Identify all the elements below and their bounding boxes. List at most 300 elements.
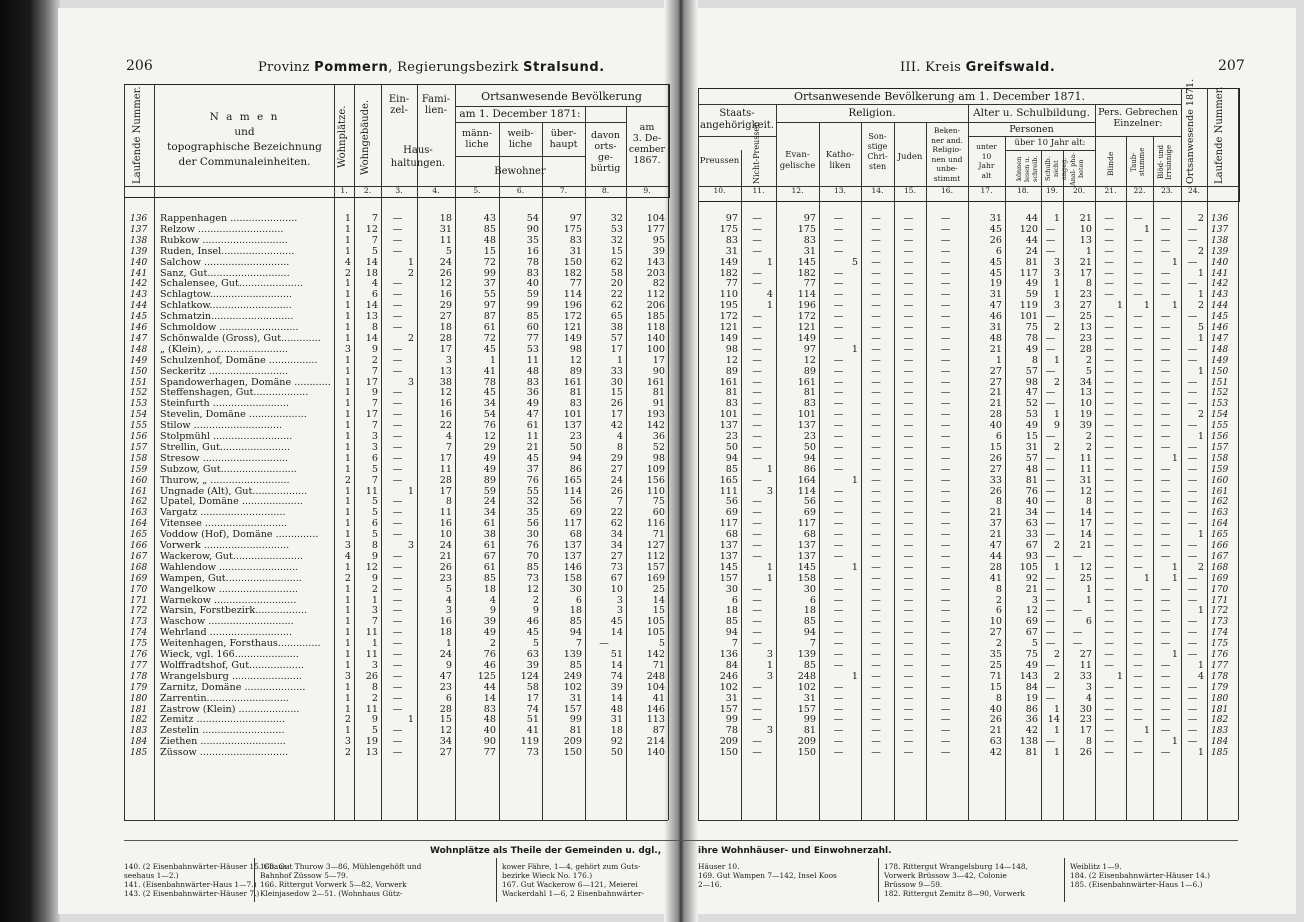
table-cell: — <box>871 659 881 671</box>
table-cell: — <box>871 311 881 323</box>
table-cell: 45 <box>526 452 539 464</box>
table-cell: 54 <box>483 409 496 421</box>
footnote-line: 143. (2 Eisenbahnwärter-Häuser 7.) <box>124 889 260 898</box>
table-cell: — <box>1160 463 1171 475</box>
table-cell: 18 <box>725 605 738 617</box>
table-cell: 73 <box>526 572 539 584</box>
table-cell: — <box>1133 550 1143 562</box>
table-cell: 27 <box>439 311 452 323</box>
table-cell: 6 <box>1085 616 1092 628</box>
table-cell: — <box>392 649 403 660</box>
table-cell: — <box>833 594 844 606</box>
table-cell: 81 <box>1025 474 1038 486</box>
table-cell: — <box>1160 638 1171 650</box>
table-cell: 11 <box>365 485 378 497</box>
table-cell: — <box>940 529 951 541</box>
table-cell: 45 <box>483 387 496 399</box>
table-cell: — <box>903 332 914 344</box>
table-cell: — <box>1133 332 1143 344</box>
table-cell: — <box>392 365 403 377</box>
table-cell: 48 <box>610 703 623 715</box>
table-cell: 48 <box>526 365 539 377</box>
place-name: Zemitz ............................. <box>160 715 285 726</box>
header-weibliche-1: weib- <box>507 128 534 139</box>
table-cell: — <box>903 736 914 748</box>
table-cell: 49 <box>483 463 496 475</box>
table-row-right <box>0 258 1304 269</box>
table-cell: — <box>752 223 762 235</box>
table-cell: 1 <box>445 638 452 650</box>
table-cell: 31 <box>725 692 738 704</box>
table-cell: — <box>871 278 881 290</box>
table-cell: — <box>1104 485 1114 497</box>
table-cell: — <box>833 703 844 715</box>
table-cell: — <box>1045 332 1056 344</box>
table-cell: — <box>833 518 844 530</box>
table-cell: — <box>1133 605 1143 617</box>
table-cell: 143 <box>1019 670 1038 682</box>
table-cell: 34 <box>610 540 623 551</box>
table-cell: 1 <box>371 638 378 650</box>
table-cell: 98 <box>1025 376 1038 388</box>
table-cell: 17 <box>610 409 623 421</box>
table-cell: — <box>1104 332 1114 344</box>
table-cell: 2 <box>1053 322 1060 333</box>
table-cell: — <box>871 387 881 399</box>
table-cell: 11 <box>365 627 378 639</box>
header-sonstige-christen <box>861 132 894 172</box>
table-cell: — <box>1104 572 1114 584</box>
table-cell: — <box>392 692 403 704</box>
table-cell: — <box>1133 638 1143 650</box>
table-cell: 47 <box>989 540 1002 551</box>
table-cell: — <box>1072 550 1083 562</box>
header-namen-2: und <box>234 126 255 138</box>
table-cell: — <box>1187 311 1198 323</box>
table-cell: — <box>871 736 881 748</box>
table-cell: 97 <box>569 213 582 224</box>
hdr-sonst-3: Chri- <box>867 152 888 161</box>
table-cell: 9 <box>489 605 496 617</box>
table-cell: 23 <box>725 431 738 442</box>
table-cell: 99 <box>803 714 816 726</box>
table-cell: 47 <box>526 409 539 421</box>
table-cell: 72 <box>483 256 496 268</box>
table-cell: — <box>903 256 914 268</box>
table-cell: 36 <box>526 387 539 399</box>
table-cell: 105 <box>1019 561 1038 573</box>
table-cell: 114 <box>797 485 816 497</box>
table-cell: 1 <box>851 474 858 486</box>
table-cell: 93 <box>1025 550 1038 562</box>
table-cell: 1 <box>344 420 351 432</box>
table-cell: 1 <box>371 594 378 606</box>
table-cell: — <box>903 452 914 464</box>
table-cell: 40 <box>989 420 1002 432</box>
table-cell: — <box>903 670 914 682</box>
table-cell: 22 <box>439 420 452 432</box>
place-name: Sanz, Gut........................... <box>160 268 290 279</box>
table-cell: — <box>871 343 881 355</box>
table-cell: — <box>1133 583 1143 595</box>
table-cell: 14 <box>1079 507 1092 519</box>
table-cell: 24 <box>1025 245 1038 257</box>
place-name: „ (Klein), „ ........................ <box>160 344 288 355</box>
table-cell: — <box>1104 256 1114 268</box>
table-cell: 17 <box>365 409 378 421</box>
table-cell: 69 <box>725 507 738 519</box>
table-cell: 86 <box>569 463 582 475</box>
table-cell: 5 <box>658 638 665 650</box>
table-cell: — <box>940 463 951 475</box>
table-cell: 158 <box>563 572 582 584</box>
table-cell: 81 <box>725 387 738 399</box>
row-number: 180 <box>130 693 148 704</box>
table-cell: 195 <box>719 300 738 312</box>
table-cell: — <box>903 322 914 333</box>
table-cell: 161 <box>719 376 738 388</box>
table-cell: — <box>1187 441 1198 453</box>
place-name: Ungnade (Alt), Gut.................. <box>160 486 308 497</box>
table-cell: — <box>1104 387 1114 399</box>
table-cell: — <box>903 245 914 257</box>
table-cell: 26 <box>439 561 452 573</box>
table-cell: 4 <box>445 594 452 606</box>
table-cell: — <box>392 747 403 759</box>
table-cell: 83 <box>526 267 539 279</box>
row-number: 169 <box>130 573 148 584</box>
table-cell: 117 <box>719 518 738 530</box>
table-cell: — <box>903 409 914 421</box>
colnum-23: 23. <box>1161 186 1173 195</box>
header-weibliche <box>499 128 542 150</box>
table-cell: 5 <box>445 245 452 257</box>
row-number-right: 171 <box>1211 595 1229 606</box>
table-cell: 47 <box>1025 387 1038 399</box>
table-cell: 48 <box>483 714 496 726</box>
table-cell: 5 <box>1197 322 1204 333</box>
row-number: 163 <box>130 508 148 519</box>
table-cell: 1 <box>1053 409 1060 421</box>
table-cell: 85 <box>569 659 582 671</box>
table-cell: 45 <box>989 267 1002 279</box>
hdr-bek-1: Beken- <box>933 126 961 135</box>
table-cell: — <box>392 725 403 737</box>
table-cell: 52 <box>1025 398 1038 410</box>
header-right-top: Ortsanwesende Bevölkerung am 1. December 1871. <box>794 90 1085 103</box>
table-cell: 37 <box>526 463 539 475</box>
table-cell: — <box>752 627 762 639</box>
table-cell: — <box>392 518 403 530</box>
table-cell: 21 <box>1079 540 1092 551</box>
header-einzel-1: Ein- <box>388 94 410 105</box>
table-cell: 63 <box>989 736 1002 748</box>
table-cell: — <box>1104 278 1114 290</box>
table-cell: 118 <box>646 322 665 333</box>
table-cell: — <box>1104 398 1114 410</box>
table-cell: — <box>903 420 914 432</box>
table-cell: — <box>833 213 844 224</box>
table-cell: 83 <box>803 398 816 410</box>
table-cell: — <box>752 376 762 388</box>
table-cell: 112 <box>646 289 665 301</box>
table-cell: 1 <box>344 332 351 344</box>
footnote-line: Weiblitz 1—9. <box>1070 862 1122 871</box>
table-cell: — <box>1187 681 1198 693</box>
table-cell: 5 <box>445 583 452 595</box>
table-cell: — <box>871 376 881 388</box>
colnum-13: 13. <box>834 186 846 195</box>
table-cell: — <box>1045 485 1056 497</box>
table-cell: 18 <box>365 267 378 279</box>
table-cell: 97 <box>725 213 738 224</box>
table-cell: — <box>752 714 762 726</box>
table-cell: 1 <box>1085 245 1092 257</box>
table-cell: 98 <box>725 343 738 355</box>
table-cell: 158 <box>797 572 816 584</box>
table-cell: 17 <box>526 692 539 704</box>
table-cell: 83 <box>725 398 738 410</box>
table-cell: 3 <box>766 725 773 737</box>
table-cell: 31 <box>803 245 816 257</box>
table-cell: 48 <box>1025 463 1038 475</box>
table-cell: 32 <box>610 213 623 224</box>
table-row-right <box>0 683 1304 694</box>
table-cell: — <box>871 507 881 519</box>
table-cell: — <box>1133 322 1143 333</box>
table-cell: 92 <box>610 736 623 748</box>
row-number-right: 155 <box>1211 421 1229 432</box>
running-head-district-right: Greifswald. <box>965 60 1056 75</box>
table-cell: 94 <box>725 452 738 464</box>
table-cell: — <box>1104 234 1114 246</box>
table-cell: 3 <box>1053 256 1060 268</box>
table-cell: — <box>871 420 881 432</box>
table-cell: 60 <box>526 322 539 333</box>
table-cell: — <box>940 441 951 453</box>
table-cell: — <box>833 736 844 748</box>
table-cell: 24 <box>610 474 623 486</box>
table-cell: 77 <box>526 332 539 344</box>
table-cell: 143 <box>646 256 665 268</box>
table-cell: 99 <box>483 267 496 279</box>
table-cell: — <box>940 605 951 617</box>
table-cell: 28 <box>439 474 452 486</box>
table-cell: — <box>1160 409 1171 421</box>
table-cell: — <box>940 223 951 235</box>
table-cell: 203 <box>646 267 665 279</box>
row-number: 141 <box>130 268 148 279</box>
footnote-line: Kleinjasedow 2—51. (Wohnhaus Gütz- <box>260 889 403 898</box>
table-cell: 59 <box>483 485 496 497</box>
header-wohnplaetze: Wohnplätze. <box>337 105 348 169</box>
header-namen-3: topographische Bezeichnung <box>167 141 322 153</box>
table-cell: 2 <box>995 594 1002 606</box>
table-cell: 111 <box>719 485 738 497</box>
table-cell: 77 <box>483 747 496 759</box>
table-cell: — <box>1104 518 1114 530</box>
table-cell: — <box>752 365 762 377</box>
table-cell: — <box>871 441 881 453</box>
header-personen: Personen <box>1009 124 1054 135</box>
table-cell: — <box>833 354 844 366</box>
table-cell: — <box>1104 714 1114 726</box>
table-cell: — <box>833 659 844 671</box>
table-cell: 42 <box>1025 725 1038 737</box>
header-bewohner: Bewohner <box>494 166 546 177</box>
table-cell: 149 <box>797 332 816 344</box>
table-cell: — <box>752 518 762 530</box>
table-cell: 45 <box>483 343 496 355</box>
table-cell: 21 <box>989 398 1002 410</box>
table-cell: 9 <box>445 659 452 671</box>
table-cell: 101 <box>1019 311 1038 323</box>
table-cell: — <box>1045 234 1056 246</box>
table-cell: 113 <box>646 714 665 726</box>
table-cell: 157 <box>646 561 665 573</box>
table-cell: — <box>940 583 951 595</box>
table-cell: — <box>1104 311 1114 323</box>
table-cell: 4 <box>445 431 452 442</box>
table-cell: 68 <box>725 529 738 541</box>
table-cell: 105 <box>646 616 665 628</box>
table-cell: — <box>833 409 844 421</box>
table-cell: — <box>1160 550 1171 562</box>
table-cell: 1 <box>344 431 351 442</box>
place-name: Warnekow ........................... <box>160 595 297 606</box>
place-name: Warsin, Forstbezirk................. <box>160 606 308 617</box>
table-cell: 26 <box>1079 747 1092 759</box>
table-cell: — <box>940 518 951 530</box>
table-cell: — <box>1160 496 1171 508</box>
table-cell: — <box>903 638 914 650</box>
table-cell: 57 <box>1025 452 1038 464</box>
table-cell: — <box>752 420 762 432</box>
table-cell: — <box>871 747 881 759</box>
table-cell: — <box>1160 507 1171 519</box>
table-cell: 1 <box>344 463 351 475</box>
table-cell: 9 <box>1053 420 1060 432</box>
table-cell: — <box>871 267 881 279</box>
table-cell: — <box>940 332 951 344</box>
table-cell: 3 <box>371 441 378 453</box>
running-head-prefix-right: III. Kreis <box>900 60 962 75</box>
table-cell: 76 <box>526 474 539 486</box>
table-cell: 46 <box>483 659 496 671</box>
table-cell: — <box>903 550 914 562</box>
table-cell: 185 <box>646 311 665 323</box>
row-number: 146 <box>130 323 148 333</box>
table-cell: 146 <box>563 561 582 573</box>
table-cell: — <box>871 365 881 377</box>
header-bekenner <box>926 126 968 183</box>
table-cell: 7 <box>809 638 816 650</box>
table-cell: — <box>1133 507 1143 519</box>
table-cell: — <box>1104 289 1114 301</box>
row-number: 159 <box>130 464 148 475</box>
table-cell: — <box>871 518 881 530</box>
table-cell: 61 <box>483 540 496 551</box>
table-cell: 2 <box>1085 441 1092 453</box>
footer-title-left: Wohnplätze als Theile der Gemeinden u. dgl., <box>430 846 662 856</box>
table-cell: — <box>903 485 914 497</box>
table-cell: 1 <box>344 354 351 366</box>
table-cell: 161 <box>563 376 582 388</box>
table-cell: — <box>392 529 403 541</box>
table-cell: — <box>392 420 403 432</box>
table-cell: — <box>871 463 881 475</box>
table-cell: 17 <box>439 485 452 497</box>
table-cell: — <box>1160 267 1171 279</box>
table-cell: — <box>871 485 881 497</box>
hdr-am-3: cember <box>628 144 666 155</box>
table-cell: 53 <box>1025 409 1038 421</box>
row-number: 157 <box>130 442 148 453</box>
table-cell: — <box>1045 616 1056 628</box>
table-cell: — <box>903 223 914 235</box>
place-name: Schalensee, Gut..................... <box>160 279 303 290</box>
table-cell: 31 <box>1025 441 1038 453</box>
table-cell: 21 <box>989 387 1002 399</box>
table-cell: 8 <box>371 540 378 551</box>
table-cell: — <box>752 213 762 224</box>
footnote-line: 185. (Eisenbahnwärter-Haus 1—6.) <box>1070 880 1203 889</box>
row-number: 136 <box>130 214 148 224</box>
hdr-pers-1: Pers. Gebrechen <box>1098 107 1178 118</box>
table-cell: 94 <box>725 627 738 639</box>
table-cell: 21 <box>1079 213 1092 224</box>
table-cell: 23 <box>569 431 582 442</box>
table-cell: — <box>392 703 403 715</box>
table-cell: — <box>1160 245 1171 257</box>
table-cell: — <box>903 387 914 399</box>
table-cell: 2 <box>532 594 539 606</box>
table-cell: 71 <box>652 529 665 541</box>
row-number-right: 181 <box>1211 704 1229 715</box>
table-cell: 62 <box>610 300 623 312</box>
table-cell: 1 <box>1085 583 1092 595</box>
table-cell: — <box>903 616 914 628</box>
table-cell: 53 <box>610 223 623 235</box>
header-famil-1: Fami- <box>421 94 451 105</box>
table-cell: — <box>1160 627 1171 639</box>
table-cell: 71 <box>989 670 1002 682</box>
table-cell: — <box>1133 463 1143 475</box>
table-cell: 34 <box>439 736 452 748</box>
table-cell: — <box>903 300 914 312</box>
row-number-right: 169 <box>1211 573 1229 584</box>
table-cell: — <box>833 572 844 584</box>
table-cell: — <box>833 605 844 617</box>
table-cell: 34 <box>1079 376 1092 388</box>
table-cell: 1 <box>1197 529 1204 541</box>
table-cell: — <box>1072 638 1083 650</box>
header-alter-schulbildung: Alter u. Schulbildung. <box>973 107 1090 119</box>
table-cell: — <box>1133 213 1143 224</box>
footnote-line: Vorwerk Brüssow 3—42, Colonie <box>884 871 1007 880</box>
row-number: 164 <box>130 519 148 530</box>
header-religion: Religion. <box>848 107 896 119</box>
row-number: 152 <box>130 388 148 399</box>
table-cell: 1 <box>344 529 351 541</box>
table-cell: — <box>392 452 403 464</box>
table-cell: — <box>940 507 951 519</box>
table-cell: 175 <box>719 223 738 235</box>
table-cell: 157 <box>563 703 582 715</box>
table-cell: — <box>1104 474 1114 486</box>
table-cell: 69 <box>803 507 816 519</box>
table-cell: — <box>1045 245 1056 257</box>
